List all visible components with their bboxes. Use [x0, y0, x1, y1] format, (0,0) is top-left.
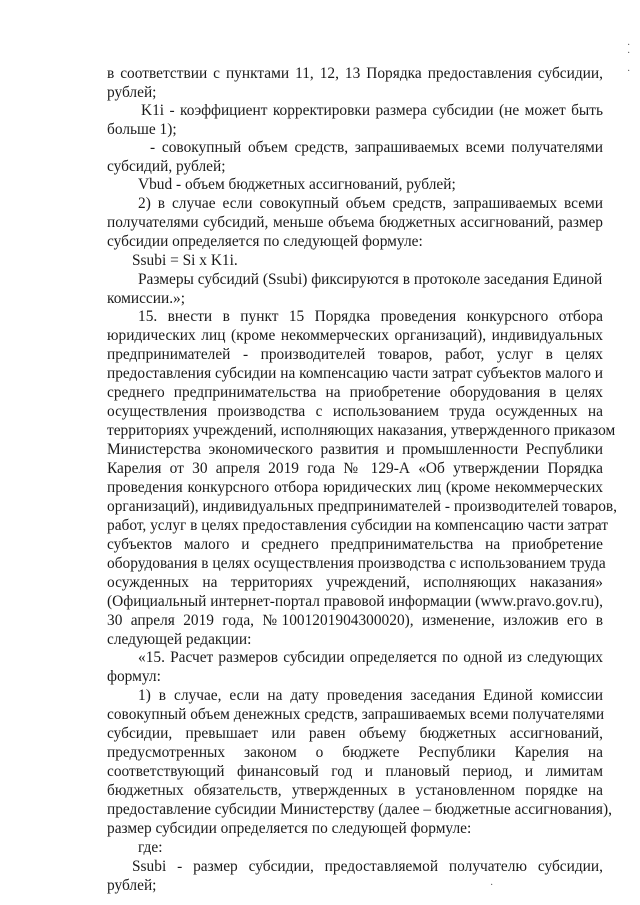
text-line: работ, услуг в целях предоставления субсидии на компенсацию части затрат	[107, 517, 609, 534]
text-line: (Официальный интернет-портал правовой информации (www.pravo.gov.ru),	[107, 593, 603, 610]
text-line: субъектов малого и среднего предпринимательства на приобретение	[107, 536, 603, 553]
text-line: субсидий, рублей;	[107, 158, 226, 175]
text-line: больше 1);	[107, 121, 177, 138]
text-line: среднего предпринимательства на приобретение оборудования в целях	[107, 384, 603, 401]
text-line: 15. внести в пункт 15 Порядка проведения конкурсного отбора	[138, 308, 603, 325]
text-line: рублей;	[107, 84, 157, 101]
text-line: в соответствии с пунктами 11, 12, 13 Порядка предоставления субсидии,	[107, 65, 603, 82]
text-line: осужденных на территориях учреждений, исполняющих наказания»	[107, 574, 603, 591]
text-line: 30 апреля 2019 года, №1001201904300020), изменение, изложив его в	[107, 612, 603, 629]
text-line: организаций), индивидуальных предпринимателей - производителей товаров,	[107, 498, 618, 515]
text-line: 1) в случае, если на дату проведения заседания Единой комиссии	[138, 687, 603, 704]
text-line: рублей;	[107, 877, 157, 894]
text-line: предоставление субсидии Министерству (далее – бюджетные ассигнования),	[107, 801, 612, 818]
text-line: формул:	[107, 668, 161, 685]
text-line: бюджетных обязательств, утвержденных в установленном порядке на	[107, 782, 603, 799]
text-line: Ssubi = Si x K1i.	[132, 252, 238, 269]
text-line: следующей редакции:	[107, 631, 252, 648]
text-line: осуществления производства с использованием труда осужденных на	[107, 403, 603, 420]
text-line: «15. Расчет размеров субсидии определяется по одной из следующих	[138, 649, 603, 666]
text-line: получателями субсидий, меньше объема бюджетных ассигнований, размер	[107, 214, 603, 231]
scan-speck: ·	[490, 880, 494, 891]
text-line: комиссии.»;	[107, 290, 186, 307]
text-line: оборудования в целях осуществления производства с использованием труда	[107, 555, 606, 572]
text-line: территориях учреждений, исполняющих наказания, утвержденного приказом	[107, 422, 616, 439]
text-line: где:	[138, 839, 163, 856]
text-line: проведения конкурсного отбора юридических лиц (кроме некоммерческих	[107, 479, 603, 496]
text-line: предпринимателей - производителей товаров, работ, услуг в целях	[107, 346, 603, 363]
text-line: 2) в случае если совокупный объем средств, запрашиваемых всеми	[138, 195, 603, 212]
text-line: Vbud - объем бюджетных ассигнований, рублей;	[138, 176, 456, 193]
scan-speck: ·	[627, 48, 631, 59]
text-line: предоставления субсидии на компенсацию части затрат субъектов малого и	[107, 365, 603, 382]
text-line: Карелия от 30 апреля 2019 года № 129-А «Об утверждении Порядка	[107, 460, 603, 477]
text-line: Размеры субсидий (Ssubi) фиксируются в протоколе заседания Единой	[138, 271, 603, 288]
text-line: субсидии определяется по следующей формуле:	[107, 233, 423, 250]
text-line: совокупный объем денежных средств, запрашиваемых всеми получателями	[107, 706, 605, 723]
text-line: юридических лиц (кроме некоммерческих организаций), индивидуальных	[107, 327, 603, 344]
text-line: соответствующий финансовый год и плановый период, и лимитам	[107, 763, 603, 780]
scan-speck: ·	[627, 40, 631, 51]
text-line: K1i - коэффициент корректировки размера субсидии (не может быть	[141, 102, 603, 119]
text-line: субсидии, превышает или равен объему бюджетных ассигнований,	[107, 725, 603, 742]
text-line: Ssubi - размер субсидии, предоставляемой получателю субсидии,	[132, 858, 603, 875]
text-line: - совокупный объем средств, запрашиваемых всеми получателями	[150, 139, 603, 156]
text-line: размер субсидии определяется по следующей формуле:	[107, 820, 472, 837]
text-line: предусмотренных законом о бюджете Республики Карелия на	[107, 744, 603, 761]
scan-speck: ·	[627, 66, 631, 77]
text-line: Министерства экономического развития и промышленности Республики	[107, 441, 603, 458]
